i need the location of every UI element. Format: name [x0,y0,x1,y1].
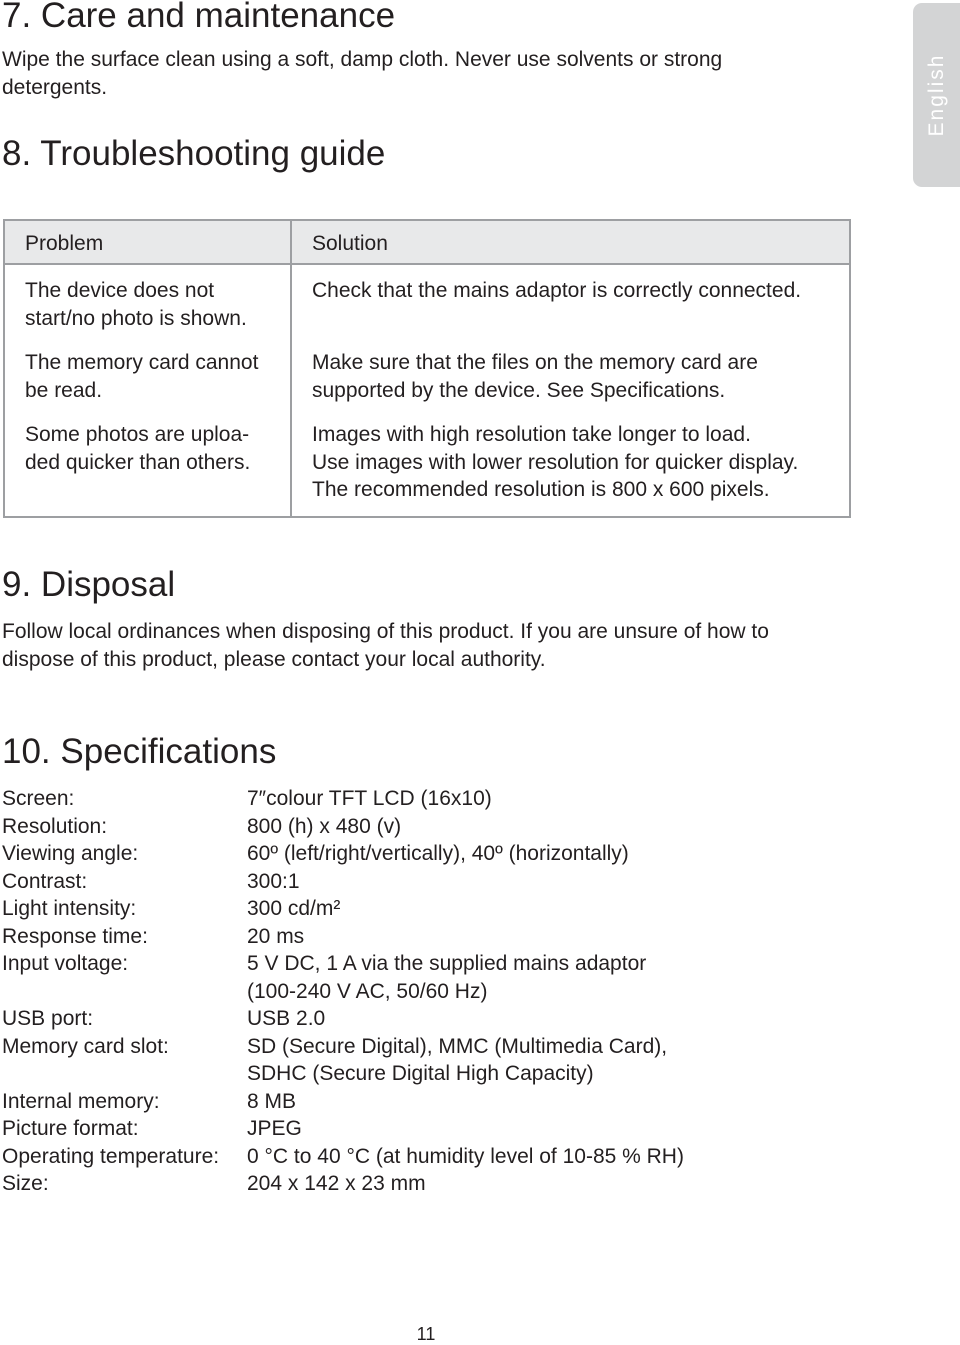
troubleshooting-table [3,219,851,518]
disposal-text-line-1: Follow local ordinances when disposing of this product. If you are unsure of how to [2,620,769,643]
solution-cell [291,332,850,404]
spec-value: 5 V DC, 1 A via the supplied mains adaptor [247,952,647,975]
spec-label: Resolution: [2,814,108,838]
spec-label: Operating temperature: [2,1144,220,1168]
language-tab [913,3,960,187]
language-tab-label: English [924,53,948,137]
solution-column-header: Solution [291,220,850,264]
spec-value: 7″colour TFT LCD (16x10) [247,787,492,810]
solution-line: supported by the device. See Specifications. [312,378,726,402]
disposal-heading: 9. Disposal [2,565,176,604]
spec-value: JPEG [247,1117,302,1140]
problem-line: The memory card cannot [25,351,259,374]
spec-row [2,1115,852,1143]
spec-value: 800 (h) x 480 (v) [247,814,402,838]
spec-row [2,978,852,1006]
spec-row [2,1170,852,1198]
spec-row [2,813,852,841]
care-heading: 7. Care and maintenance [2,0,396,35]
solution-line: The recommended resolution is 800 x 600 pixels. [312,478,770,501]
disposal-text-line-2: dispose of this product, please contact your local authority. [2,647,546,671]
care-text-line-2: detergents. [2,75,108,99]
problem-line: ded quicker than others. [25,450,251,474]
spec-value: 204 x 142 x 23 mm [247,1172,426,1195]
spec-label: Size: [2,1172,49,1195]
spec-label: USB port: [2,1007,94,1030]
spec-label: Internal memory: [2,1089,160,1113]
specifications-heading: 10. Specifications [2,732,277,771]
table-row [4,264,850,332]
problem-cell [4,332,291,404]
spec-row [2,950,852,978]
table-header-row [4,220,850,264]
spec-value: SDHC (Secure Digital High Capacity) [247,1062,594,1085]
solution-line: Check that the mains adaptor is correctly connected. [312,279,802,302]
spec-value: 8 MB [247,1089,297,1113]
spec-row [2,923,852,951]
spec-label: Viewing angle: [2,842,139,865]
spec-row [2,895,852,923]
problem-column-header: Problem [4,220,291,264]
spec-label: Memory card slot: [2,1034,169,1058]
spec-label: Contrast: [2,869,88,893]
spec-row [2,840,852,868]
spec-label: Light intensity: [2,897,137,920]
solution-cell [291,264,850,332]
page-number: 11 [416,1324,436,1344]
care-text-line-1: Wipe the surface clean using a soft, damp cloth. Never use solvents or strong [2,48,723,71]
problem-line: The device does not [25,279,215,302]
spec-row [2,1143,852,1171]
problem-line: Some photos are uploa- [25,423,250,446]
problem-line: start/no photo is shown. [25,306,247,330]
spec-row [2,785,852,813]
spec-value: 300 cd/m² [247,897,341,920]
spec-label: Input voltage: [2,952,129,975]
spec-value: (100-240 V AC, 50/60 Hz) [247,979,488,1003]
spec-row [2,1060,852,1088]
spec-row [2,1005,852,1033]
solution-line: Use images with lower resolution for quicker display. [312,450,799,474]
problem-line: be read. [25,378,103,402]
spec-row [2,1088,852,1116]
spec-label: Picture format: [2,1117,139,1140]
spec-row [2,1033,852,1061]
specifications-list [2,785,852,1205]
solution-cell [291,404,850,517]
table-row [4,332,850,404]
spec-value: 20 ms [247,924,305,948]
problem-cell [4,264,291,332]
troubleshooting-heading: 8. Troubleshooting guide [2,134,386,173]
spec-value: 300:1 [247,869,300,893]
problem-cell [4,404,291,517]
solution-line: Make sure that the files on the memory card are [312,351,758,374]
table-row [4,404,850,517]
spec-value: 60º (left/right/vertically), 40º (horizontally) [247,842,629,865]
spec-label: Response time: [2,924,148,948]
spec-row [2,868,852,896]
spec-label: Screen: [2,787,75,810]
spec-value: 0 °C to 40 °C (at humidity level of 10-85 % RH) [247,1144,684,1168]
solution-line: Images with high resolution take longer to load. [312,423,751,446]
spec-value: SD (Secure Digital), MMC (Multimedia Card), [247,1034,668,1058]
spec-value: USB 2.0 [247,1007,326,1030]
